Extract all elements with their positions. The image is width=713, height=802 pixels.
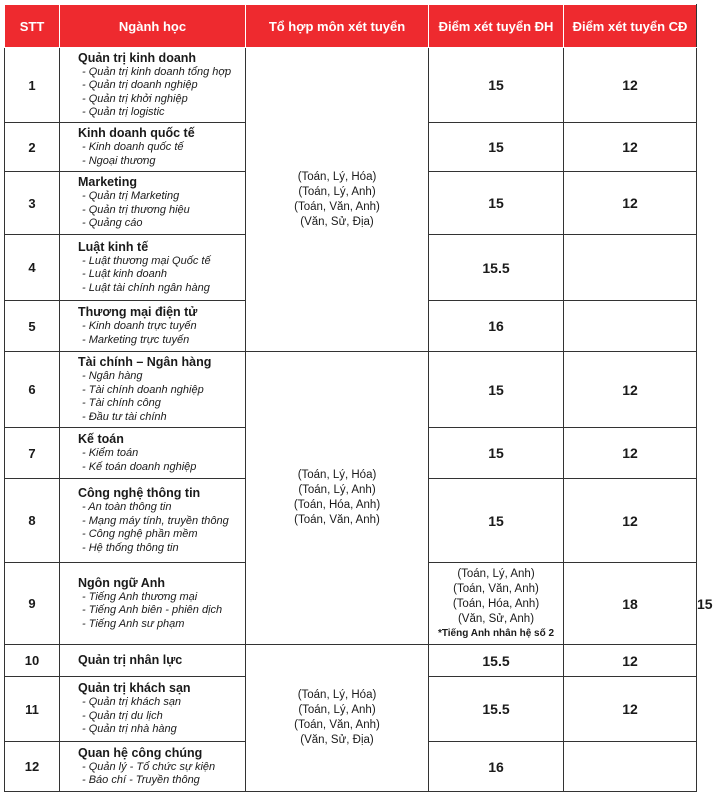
row-major bbox=[60, 677, 246, 742]
combo-line: (Toán, Văn, Anh) bbox=[294, 200, 380, 213]
specialization-item: - An toàn thông tin bbox=[82, 501, 172, 513]
combo-line: (Văn, Sử, Anh) bbox=[457, 613, 535, 625]
specialization-item: - Quản trị logistic bbox=[82, 106, 165, 118]
row-major bbox=[60, 172, 246, 235]
specialization-item: - Kế toán doanh nghiệp bbox=[82, 460, 197, 473]
table-header bbox=[5, 5, 697, 48]
combo-cell bbox=[246, 48, 429, 352]
score-cd bbox=[564, 742, 697, 792]
score-dh: 15 bbox=[429, 123, 564, 172]
row-stt: 3 bbox=[5, 172, 60, 235]
score-cd: 12 bbox=[564, 48, 697, 123]
header-score-dh: Điểm xét tuyển ĐH bbox=[429, 5, 564, 48]
score-dh: 15.5 bbox=[429, 235, 564, 301]
specialization-item: - Marketing trực tuyến bbox=[82, 333, 190, 346]
combo-line: (Toán, Văn, Anh) bbox=[453, 583, 539, 595]
table-row: 9 Ngôn ngữ Anh - Tiếng Anh thương mại - Tiếng Anh biên - phiên dịch - Tiếng Anh sư phạm (Toán, Lý, Anh) (Toán, Văn, Anh) (Toán, Hóa, Anh) (Văn, Sử, Anh) *Tiếng Anh nhân hệ số 2 18 15 bbox=[5, 563, 697, 645]
major-name: Kinh doanh quốc tế bbox=[78, 126, 195, 140]
row-major bbox=[60, 235, 246, 301]
combo-cell bbox=[246, 352, 429, 645]
row-stt: 1 bbox=[5, 48, 60, 123]
major-name: Marketing bbox=[78, 175, 138, 190]
specialization-item: - Tiếng Anh sư phạm bbox=[82, 617, 185, 630]
score-cd bbox=[564, 301, 697, 352]
combo-line: (Toán, Văn, Anh) bbox=[294, 514, 380, 526]
major-name: Quản trị nhân lực bbox=[78, 653, 183, 667]
specialization-item: - Tiếng Anh biên - phiên dịch bbox=[82, 604, 223, 617]
row-stt: 4 bbox=[5, 235, 60, 301]
row-major bbox=[60, 48, 246, 123]
score-dh: 15 bbox=[429, 479, 564, 563]
row-stt: 11 bbox=[5, 677, 60, 742]
score-dh: 15 bbox=[429, 352, 564, 428]
score-dh: 15 bbox=[429, 48, 564, 123]
header-major: Ngành học bbox=[60, 5, 246, 48]
specialization-item: - Kinh doanh quốc tế bbox=[82, 141, 184, 153]
header-combo: Tổ hợp môn xét tuyển bbox=[246, 5, 429, 48]
specialization-item: - Tài chính doanh nghiệp bbox=[82, 383, 204, 396]
table-body bbox=[5, 48, 713, 792]
header-score-cd: Điểm xét tuyển CĐ bbox=[564, 5, 697, 48]
combo-line: (Toán, Lý, Anh) bbox=[298, 484, 376, 496]
combo-line: (Văn, Sử, Địa) bbox=[300, 215, 374, 228]
specialization-item: - Kinh doanh trực tuyến bbox=[82, 320, 197, 332]
combo-line: (Toán, Lý, Hóa) bbox=[297, 170, 377, 183]
specialization-item: - Kiểm toán bbox=[82, 447, 139, 459]
row-stt: 2 bbox=[5, 123, 60, 172]
score-dh: 16 bbox=[429, 742, 564, 792]
combo-line: (Toán, Hóa, Anh) bbox=[452, 598, 540, 610]
specialization-item: - Công nghệ phần mềm bbox=[82, 528, 198, 540]
major-name: Kế toán bbox=[78, 432, 124, 446]
major-name: Luật kinh tế bbox=[78, 239, 149, 254]
major-name: Quan hệ công chúng bbox=[78, 745, 203, 760]
specialization-item: - Đầu tư tài chính bbox=[82, 410, 167, 423]
combo-cell bbox=[246, 645, 429, 792]
row-major bbox=[60, 428, 246, 479]
score-dh: 16 bbox=[429, 301, 564, 352]
specialization-item: - Quản trị Marketing bbox=[82, 190, 180, 203]
row-major bbox=[60, 563, 246, 645]
score-cd: 12 bbox=[564, 428, 697, 479]
score-cd: 12 bbox=[564, 172, 697, 235]
specialization-item: - Quản trị nhà hàng bbox=[82, 723, 177, 736]
score-dh: 15 bbox=[429, 428, 564, 479]
table-row bbox=[5, 645, 697, 677]
combo-line: (Toán, Hóa, Anh) bbox=[293, 499, 381, 511]
combo-line: (Toán, Văn, Anh) bbox=[294, 719, 380, 731]
header-row bbox=[5, 5, 697, 48]
specialization-item: - Quản lý - Tổ chức sự kiện bbox=[82, 760, 216, 773]
row-stt: 9 bbox=[5, 563, 60, 645]
major-name: Quản trị kinh doanh bbox=[78, 50, 197, 65]
combo-line: (Toán, Lý, Anh) bbox=[298, 185, 376, 198]
row-stt: 12 bbox=[5, 742, 60, 792]
row-major bbox=[60, 301, 246, 352]
combo-line: (Văn, Sử, Địa) bbox=[300, 734, 374, 746]
specialization-item: - Ngân hàng bbox=[82, 370, 143, 382]
specialization-item: - Quản trị kinh doanh tổng hợp bbox=[82, 65, 232, 78]
score-dh: 15.5 bbox=[429, 645, 564, 677]
major-name: Ngôn ngữ Anh bbox=[78, 575, 166, 590]
row-stt: 5 bbox=[5, 301, 60, 352]
major-name: Thương mại điện tử bbox=[78, 305, 198, 319]
combo-line: (Toán, Lý, Anh) bbox=[457, 568, 535, 580]
row-stt: 6 bbox=[5, 352, 60, 428]
score-cd: 12 bbox=[564, 645, 697, 677]
score-cd bbox=[564, 235, 697, 301]
row-stt: 7 bbox=[5, 428, 60, 479]
score-cd: 12 bbox=[564, 479, 697, 563]
specialization-item: - Quản trị doanh nghiệp bbox=[82, 79, 198, 91]
table-row bbox=[5, 48, 697, 123]
row-major bbox=[60, 479, 246, 563]
row-major bbox=[60, 123, 246, 172]
admission-table bbox=[4, 4, 713, 792]
score-cd: 12 bbox=[564, 677, 697, 742]
specialization-item: - Quản trị du lịch bbox=[82, 709, 163, 722]
specialization-item: - Luật thương mại Quốc tế bbox=[82, 254, 211, 267]
combo-cell bbox=[429, 563, 564, 645]
row-major bbox=[60, 742, 246, 792]
row-stt: 8 bbox=[5, 479, 60, 563]
header-stt: STT bbox=[5, 5, 60, 48]
specialization-item: - Báo chí - Truyền thông bbox=[82, 774, 200, 786]
major-name: Quản trị khách sạn bbox=[78, 681, 191, 696]
specialization-item: - Quản trị khởi nghiệp bbox=[82, 92, 188, 105]
specialization-item: - Ngoại thương bbox=[82, 154, 156, 167]
score-dh: 15 bbox=[429, 172, 564, 235]
combo-line: (Toán, Lý, Hóa) bbox=[297, 469, 377, 481]
combo-line: (Toán, Lý, Anh) bbox=[298, 704, 376, 716]
specialization-item: - Hệ thống thông tin bbox=[82, 541, 179, 554]
score-cd: 12 bbox=[564, 123, 697, 172]
table-row bbox=[5, 352, 697, 428]
row-major bbox=[60, 352, 246, 428]
major-name: Tài chính – Ngân hàng bbox=[78, 355, 212, 369]
major-name: Công nghệ thông tin bbox=[78, 486, 201, 500]
specialization-item: - Quản trị khách sạn bbox=[82, 696, 182, 709]
specialization-item: - Mạng máy tính, truyền thông bbox=[82, 514, 229, 527]
specialization-item: - Luật tài chính ngân hàng bbox=[82, 281, 210, 294]
specialization-item: - Tiếng Anh thương mại bbox=[82, 590, 198, 603]
specialization-item: - Luật kinh doanh bbox=[82, 268, 168, 281]
score-dh: 15.5 bbox=[429, 677, 564, 742]
combo-note: *Tiếng Anh nhân hệ số 2 bbox=[437, 628, 555, 639]
score-cd: 12 bbox=[564, 352, 697, 428]
score-dh: 18 bbox=[564, 563, 697, 645]
row-stt: 10 bbox=[5, 645, 60, 677]
row-major bbox=[60, 645, 246, 677]
specialization-item: - Quản trị thương hiệu bbox=[82, 203, 190, 216]
specialization-item: - Quảng cáo bbox=[82, 217, 143, 230]
specialization-item: - Tài chính công bbox=[82, 397, 161, 409]
combo-line: (Toán, Lý, Hóa) bbox=[297, 689, 377, 701]
